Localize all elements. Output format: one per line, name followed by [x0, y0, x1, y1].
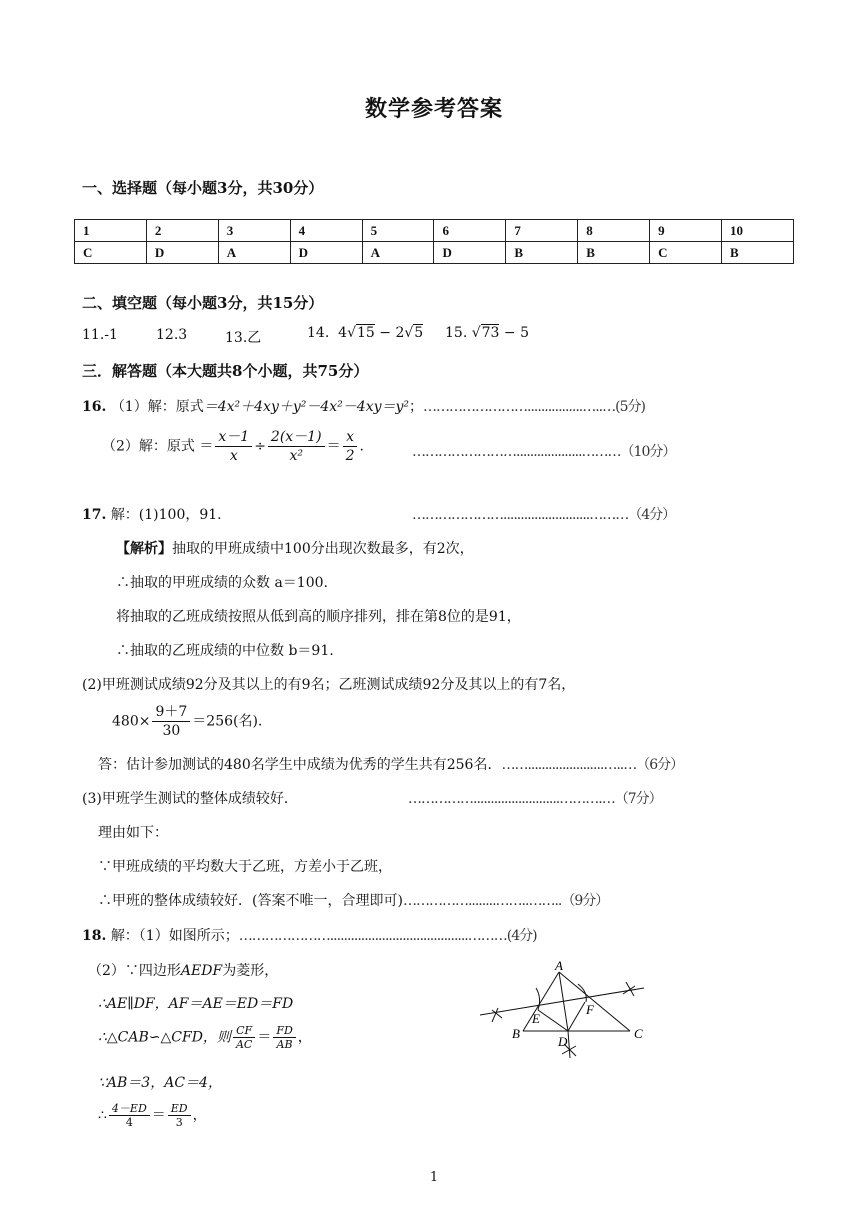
calc-denominator: 30 [162, 723, 181, 739]
table-cell: B [578, 242, 650, 264]
q16-part1-expr: ＝4x²＋4xy＋y²－4x²－4xy＝y² [203, 399, 410, 415]
table-cell: B [506, 242, 578, 264]
fraction: $\frac{x-1}{x}$ [215, 428, 252, 465]
q17-because: ∵甲班成绩的平均数大于乙班，方差小于乙班， [98, 859, 392, 875]
q17-part2: (2)甲班测试成绩92分及其以上的有9名；乙班测试成绩92分及其以上的有7名， [82, 677, 576, 693]
table-cell: D [146, 242, 218, 264]
q17-answer [98, 754, 683, 774]
table-cell: A [218, 242, 290, 264]
table-cell: 2 [146, 220, 218, 242]
answer-table [74, 219, 794, 264]
table-cell: D [290, 242, 362, 264]
q16-part1: 16. （1）解：原式＝4x²＋4xy＋y²－4x²－4xy＝y²；……………………................…..…(5分) [82, 399, 645, 415]
page-title: 数学参考答案 [364, 96, 503, 122]
q18-part1-score: …………………........................................………(4分) [238, 928, 537, 944]
cross-mark [492, 1008, 502, 1022]
q17-calc [112, 703, 262, 740]
answer-text: 答：估计参加测试的480名学生中成绩为优秀的学生共有256名． [98, 757, 502, 773]
q18-part1 [82, 925, 537, 945]
q18-line5-prefix: ∴ [98, 1107, 107, 1124]
q17-therefore [98, 890, 608, 910]
q16-part2: （2）解：原式 ＝ $\frac{x-1}{x}$ ÷ $\frac{2(x-1)}{\text{x²}}$ ＝ $\frac{x}{2}$ . [102, 429, 364, 464]
point-label-b: B [512, 1026, 520, 1041]
segment-ed [538, 1010, 568, 1031]
fill-answer-12: 12.3 [156, 327, 188, 343]
therefore-text: ∴甲班的整体成绩较好．(答案不唯一，合理即可) [98, 893, 403, 909]
fraction: $\frac{4-ED}{4}$ [109, 1102, 150, 1129]
segment-ac [559, 972, 630, 1031]
q18-line5: ∴ $\frac{4-ED}{4}$ ＝ $\frac{ED}{3}$ ， [98, 1102, 207, 1129]
q17-reason: 理由如下： [98, 825, 168, 841]
q17-part3-score: …………….........................……….…（7分） [408, 791, 662, 807]
segment-ab [523, 972, 559, 1031]
fill-answer-11: 11.-1 [82, 327, 118, 343]
fraction: $\frac{CF}{AC}$ [233, 1024, 255, 1051]
section3-heading: 三．解答题（本大题共8个小题，共75分） [82, 362, 369, 380]
fill-answer-14 [307, 325, 423, 341]
q18-part2-text: （2）∵四边形 [88, 963, 181, 979]
fraction: $\frac{2(x-1)}{\text{x²}}$ [268, 428, 325, 465]
q16-part1-label: （1）解：原式 [110, 399, 204, 415]
fill-answer-15-expr: √73 − 5 [471, 325, 530, 341]
table-cell: C [650, 242, 722, 264]
construction-line [568, 1031, 570, 1058]
q17-part1-text: 解：(1)100，91. [110, 507, 222, 523]
q17-analysis-4: ∴抽取的乙班成绩的中位数 b＝91. [116, 643, 334, 659]
q16-part2-score: ……………………...................………（10分） [412, 444, 676, 460]
answer-score: ……......................…..…（6分） [501, 757, 684, 773]
q18-line3-text: ∴△CAB∽△CFD，则 [98, 1029, 231, 1046]
fill-answer-14-number: 14. [307, 325, 330, 341]
table-cell: 6 [434, 220, 506, 242]
q17-number: 17. [82, 507, 107, 523]
q18-line4: ∵AB＝3，AC＝4， [98, 1075, 222, 1091]
fill-answer-15-number: 15. [445, 325, 468, 341]
table-cell: 3 [218, 220, 290, 242]
q18-number: 18. [82, 928, 107, 944]
fill-answer-15 [445, 325, 529, 341]
point-label-d: D [558, 1034, 568, 1049]
calc-numerator: 9＋7 [152, 703, 190, 722]
table-cell: C [75, 242, 147, 264]
q18-part2 [88, 960, 278, 980]
table-cell: A [362, 242, 434, 264]
therefore-score: ……………........……..……..（9分） [402, 893, 609, 909]
cross-mark [623, 982, 635, 996]
q16-part1-score: ……………………................…..…(5分) [423, 399, 645, 415]
point-label-e: E [532, 1011, 540, 1026]
fraction [152, 703, 190, 740]
q18-shape-name: AEDF [180, 963, 223, 979]
fraction: $\frac{FD}{AB}$ [273, 1024, 295, 1051]
segment-fd [568, 1002, 585, 1031]
section2-heading: 二、填空题（每小题3分，共15分） [82, 294, 324, 312]
arc-mark [578, 984, 586, 1002]
q17-analysis-2: ∴抽取的甲班成绩的众数 a＝100. [116, 575, 328, 591]
q16-number: 16. [82, 399, 107, 415]
answer-table-answer-row [75, 242, 794, 264]
geometry-figure [478, 958, 658, 1070]
table-cell: B [722, 242, 794, 264]
calc-result: ＝256(名). [192, 713, 263, 730]
calc-prefix: 480× [112, 713, 151, 730]
q17-analysis-3: 将抽取的乙班成绩按照从低到高的顺序排列，排在第8位的是91， [116, 609, 521, 625]
table-cell: 9 [650, 220, 722, 242]
fill-answer-13: 13.乙 [225, 330, 262, 346]
section1-heading: 一、选择题（每小题3分，共30分） [82, 179, 324, 197]
page-number: 1 [429, 1170, 439, 1185]
point-label-f: F [586, 1002, 594, 1017]
table-cell: 4 [290, 220, 362, 242]
q17-analysis-1 [116, 538, 474, 558]
fraction: $\frac{x}{2}$ [343, 428, 358, 465]
q18-line2: ∴AE∥DF，AF＝AE＝ED＝FD [98, 996, 294, 1012]
answer-table-number-row [75, 220, 794, 242]
table-cell: D [434, 242, 506, 264]
table-cell: 8 [578, 220, 650, 242]
fraction: $\frac{ED}{3}$ [168, 1102, 191, 1129]
analysis-text: 抽取的甲班成绩中100分出现次数最多，有2次， [172, 541, 474, 557]
point-label-a: A [555, 958, 563, 973]
q17-part1-score: ………………….........................………（4分） [412, 507, 676, 523]
table-cell: 1 [75, 220, 147, 242]
q17-part3: (3)甲班学生测试的整体成绩较好． [82, 791, 298, 807]
table-cell: 10 [722, 220, 794, 242]
q16-part2-label: （2）解：原式 [102, 438, 195, 455]
table-cell: 5 [362, 220, 434, 242]
q18-part1-text: 解：（1）如图所示； [110, 928, 239, 944]
table-cell: 7 [506, 220, 578, 242]
point-label-c: C [634, 1026, 643, 1041]
q18-line3: ∴△CAB∽△CFD，则 $\frac{CF}{AC}$ ＝ $\frac{FD}{AB}$ ， [98, 1024, 312, 1051]
analysis-tag: 【解析】 [116, 541, 172, 557]
q17-part1 [82, 504, 222, 524]
q18-part2-tail: 为菱形， [222, 963, 279, 979]
fill-answer-14-expr: 4√15 − 2√5 [333, 325, 424, 341]
